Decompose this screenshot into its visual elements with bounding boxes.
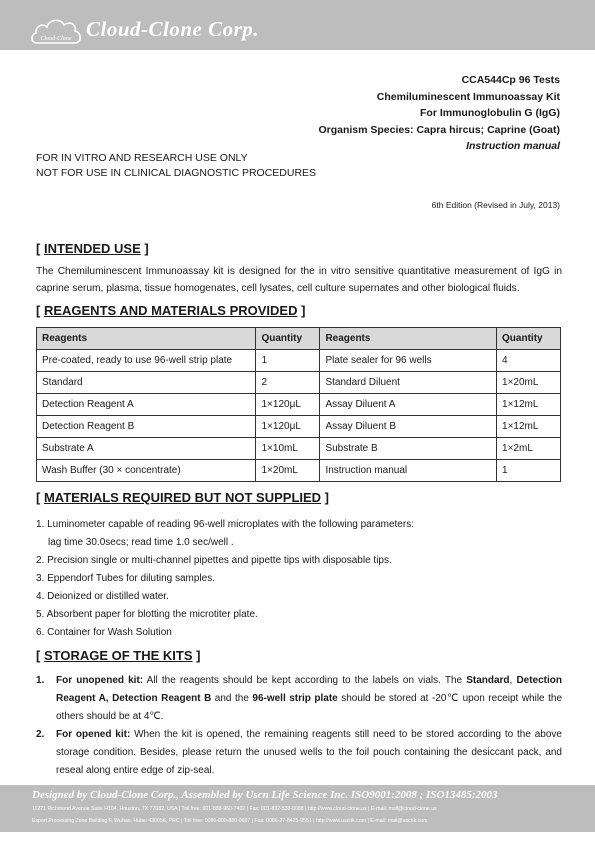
table-cell: Instruction manual [320, 460, 497, 482]
list-item: lag time 30.0secs; read time 1.0 sec/well . [48, 537, 234, 548]
logo-text: Cloud-Clone Corp. [86, 17, 260, 41]
product-code: CCA544Cp 96 Tests [461, 74, 560, 86]
edition-text: 6th Edition (Revised in July, 2013) [431, 200, 560, 210]
table-row [37, 460, 561, 482]
use-notice [36, 151, 316, 181]
intended-use-text: The Chemiluminescent Immunoassay kit is designed for the in vitro sensitive quantitative measurement of IgG in caprine serum, plasma, tissue homogenates, cell lysates, cell culture supernates and other biological fluids. [36, 266, 562, 294]
table-cell: Substrate A [37, 438, 256, 460]
storage-item-number: 2. [36, 729, 45, 740]
reagents-table [36, 327, 561, 482]
storage-item-opened [36, 726, 562, 780]
storage-text: All the reagents should be kept according to the labels on vials. The [143, 675, 467, 686]
storage-bold-text: Standard [466, 675, 510, 686]
table-row [37, 350, 561, 372]
use-notice-line1: FOR IN VITRO AND RESEARCH USE ONLY [36, 152, 248, 164]
table-header-cell: Quantity [497, 328, 561, 350]
storage-item-label: For unopened kit: [56, 675, 144, 686]
table-cell: 1×12mL [497, 394, 561, 416]
footer-address-us: 11271 Richmond Avenue Suite H104, Houston, TX 77082, USA | Toll free: 001-888-960-7402 | Fax: 001-832-538-0088 | http://www.cloud-clone.us | E-mail: mail@cloud-clone.us [32, 806, 437, 812]
table-cell: Assay Diluent A [320, 394, 497, 416]
table-cell: Plate sealer for 96 wells [320, 350, 497, 372]
storage-text: When the kit is opened, the remaining reagents still need to be stored according to the above storage condition. Besides, please return the unused wells to the foil pouch containing the desiccant pack, and reseal along entire edge of zip-seal. [56, 729, 562, 776]
storage-item-label: For opened kit: [56, 729, 131, 740]
table-header-cell: Reagents [37, 328, 256, 350]
table-row [37, 372, 561, 394]
section-title-reagents: [ REAGENTS AND MATERIALS PROVIDED ] [36, 303, 306, 318]
list-item: 2. Precision single or multi-channel pipettes and pipette tips with disposable tips. [36, 555, 392, 566]
list-item: 5. Absorbent paper for blotting the microtiter plate. [36, 609, 258, 620]
table-cell: 2 [256, 372, 320, 394]
table-row [37, 416, 561, 438]
cloud-logo-text: Cloud-Clone [40, 36, 72, 42]
storage-text: and the [211, 693, 253, 704]
table-cell: 1×20mL [497, 372, 561, 394]
list-item: 4. Deionized or distilled water. [36, 591, 169, 602]
list-item: 1. Luminometer capable of reading 96-well microplates with the following parameters: [36, 519, 414, 530]
table-row [37, 438, 561, 460]
table-cell: 1×120μL [256, 394, 320, 416]
required-list [36, 516, 414, 642]
storage-bold-text: 96-well strip plate [252, 693, 338, 704]
organism-species: Organism Species: Capra hircus; Caprine (Goat) [318, 123, 560, 136]
section-title-text: REAGENTS AND MATERIALS PROVIDED [43, 303, 298, 318]
section-title-text: STORAGE OF THE KITS [43, 648, 193, 663]
table-cell: 1×20mL [256, 460, 320, 482]
table-cell: 1×120μL [256, 416, 320, 438]
product-info [318, 72, 560, 155]
footer-address-cn: Export Processing Zone Building F, Wuhan, Hubei 430056, PRC | Toll free: 0086-800-880-0687 | Fax: 0086-27-8425-9551 | http://www.uscnk.com | E-mail: mail@uscnk.com [32, 818, 428, 824]
table-cell: 1 [497, 460, 561, 482]
cloud-logo-icon [29, 15, 83, 47]
storage-item-unopened [36, 672, 562, 726]
section-title-text: INTENDED USE [43, 241, 141, 256]
storage-text: , [509, 675, 517, 686]
storage-list [36, 672, 562, 780]
table-cell: Detection Reagent A [37, 394, 256, 416]
table-cell: Standard Diluent [320, 372, 497, 394]
table-header-cell: Reagents [320, 328, 497, 350]
section-title-required: [ MATERIALS REQUIRED BUT NOT SUPPLIED ] [36, 490, 330, 505]
table-cell: Detection Reagent B [37, 416, 256, 438]
table-row [37, 394, 561, 416]
storage-text: should be stored at -20℃ upon receipt while the others should be at 4℃. [56, 693, 563, 722]
footer-credit: Designed by Cloud-Clone Corp., Assembled by Uscn Life Science Inc. ISO9001:2008 ; ISO13485:2003 [32, 789, 498, 801]
table-cell: Wash Buffer (30 × concentrate) [37, 460, 256, 482]
table-cell: 1×12mL [497, 416, 561, 438]
storage-item-number: 1. [36, 675, 45, 686]
header-bar [0, 0, 595, 50]
storage-bold-text: Detection Reagent A, Detection Reagent B [56, 675, 562, 704]
section-title-storage: [ STORAGE OF THE KITS ] [36, 648, 201, 663]
table-cell: 1 [256, 350, 320, 372]
kit-target: For Immunoglobulin G (IgG) [420, 107, 560, 119]
table-cell: 4 [497, 350, 561, 372]
table-cell: 1×2mL [497, 438, 561, 460]
table-cell: Assay Diluent B [320, 416, 497, 438]
table-cell: Substrate B [320, 438, 497, 460]
list-item: 3. Eppendorf Tubes for diluting samples. [36, 573, 215, 584]
manual-label: Instruction manual [466, 140, 560, 152]
use-notice-line2: NOT FOR USE IN CLINICAL DIAGNOSTIC PROCEDURES [36, 167, 317, 179]
table-header-row [37, 328, 561, 350]
section-title-intended-use: [ INTENDED USE ] [36, 241, 149, 256]
section-title-text: MATERIALS REQUIRED BUT NOT SUPPLIED [43, 490, 322, 505]
table-cell: Pre-coated, ready to use 96-well strip plate [37, 350, 256, 372]
kit-type: Chemiluminescent Immunoassay Kit [376, 90, 560, 103]
table-cell: Standard [37, 372, 256, 394]
table-cell: 1×10mL [256, 438, 320, 460]
table-header-cell: Quantity [256, 328, 320, 350]
list-item: 6. Container for Wash Solution [36, 627, 172, 638]
